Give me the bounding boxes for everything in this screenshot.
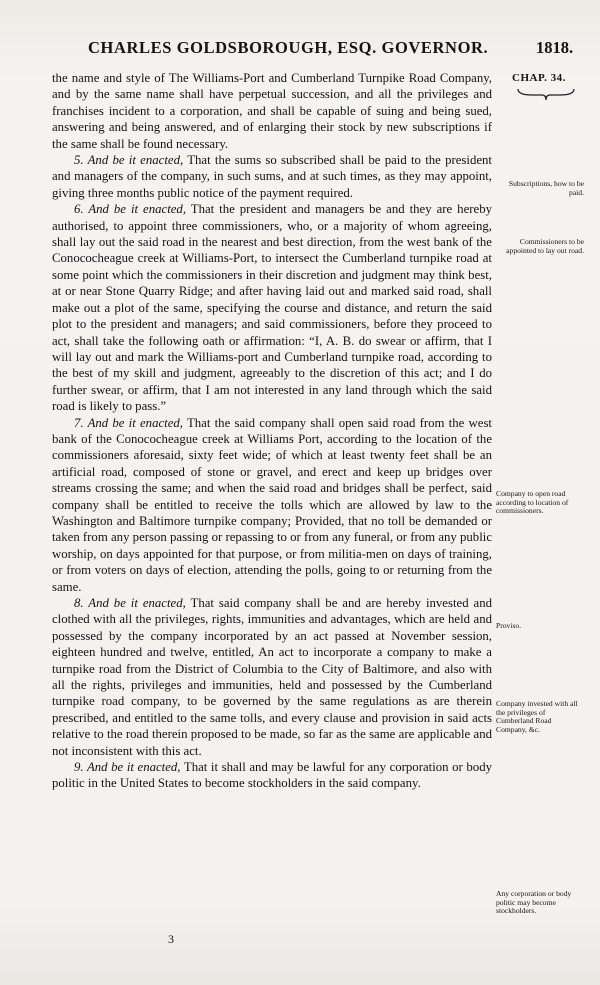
brace-ornament-icon xyxy=(516,86,576,102)
statute-text xyxy=(52,70,492,792)
chapter-marker: CHAP. 34. xyxy=(512,72,566,84)
section-lead: 8. And be it enacted, xyxy=(74,596,186,610)
section-8: 8. And be it enacted, That said company shall be and are hereby invested and clothed with all the privileges, rights, immunities and advantages, which are held and possessed by the company incorporated by an act passed at November session, eighteen hundred and twelve, entitled, An act to incorporate a company to make a turnpike road from the District of Columbia to the City of Baltimore, and also with all the rights, privileges and immunities, held and possessed by the Cumberland turnpike road company, to be governed by the same regulations as are therein prescribed, and entitled to the same tolls, and every clause and provision in said acts relative to the road therein proposed to be made, so far as the same are applicable and not inconsistent with this act. xyxy=(52,596,492,758)
page-year: 1818. xyxy=(536,38,574,57)
running-title: CHARLES GOLDSBOROUGH, ESQ. GOVERNOR. xyxy=(88,38,489,57)
section-7: 7. And be it enacted, That the said company shall open said road from the west bank of the Conococheague creek at Williams Port, according to the location of the commissioners aforesaid, sixty feet wide; of which at least twenty feet shall be an artificial road, composed of stone or gravel, and erect and keep up bridges over streams crossing the same; and when the said road and bridges shall be perfect, said company shall be entitled to receive the tolls which are allowed by law to the Washington and Baltimore turnpike company; Provided, that no toll be demanded or taken from any person passing or repassing to or from any funeral, or from any public worship, on days appointed for that purpose, or from militia-men on days of training, or from voters on days of election, attending the polls, going to or returning from the same. xyxy=(52,415,492,594)
section-lead: 6. And be it enacted, xyxy=(74,202,187,217)
margin-note-proviso: Proviso. xyxy=(496,621,522,630)
section-5: 5. And be it enacted, That the sums so subscribed shall be paid to the president and managers of the company, in such sums, and at such times, as they may appoint, giving three months public notice of the payment required. xyxy=(52,153,492,200)
page-header xyxy=(0,38,600,66)
margin-note-corporation: Any corporation or body politic may become stockholders. xyxy=(496,889,572,916)
margin-note-subscriptions: Subscriptions, how to be paid. xyxy=(508,179,584,197)
section-6: 6. And be it enacted, That the president and managers be and they are hereby authorised, to appoint three commissioners, who, or a majority of whom agreeing, shall lay out the said road in the nearest and best direction, from the west bank of the Conococheague creek at Williams-Port, to intersect the Cumberland turnpike road at some point which the commissioners in their discretion and judgment may think best, at or near Stone Quarry Ridge; and after having laid out and marked said road, shall make out a plot of the same, specifying the course and distance, and return the said plot to the president and managers; and said commissioners, before they proceed to act, shall take the following oath or affirmation: “I, A. B. do swear or affirm, that I will lay out and mark the Williams-port and Cumberland turnpike road, according to the best of my skill and judgment, agreeably to the discretion of this act; and I do further swear, or affirm, that I am not interested in any land through which the said road is likely to pass.” xyxy=(52,202,492,414)
section-lead: 5. And be it enacted, xyxy=(74,153,184,168)
margin-note-open-road: Company to open road according to location of commissioners. xyxy=(496,489,569,516)
margin-note-privileges: Company invested with all the privileges of Cumberland Road Company, &c. xyxy=(496,699,578,734)
paragraph-continuation: the name and style of The Williams-Port and Cumberland Turnpike Road Company, and by the same name shall have perpetual succession, and all the privileges and franchises incident to a corporation, and shall be capable of suing and being sued, answering and being answered, and of enlarging their stock by new subscriptions if the same shall be found necessary. xyxy=(52,71,492,151)
signature-mark: 3 xyxy=(168,932,174,946)
margin-note-commissioners: Commissioners to be appointed to lay out road. xyxy=(506,237,584,255)
section-lead: 9. And be it enacted, xyxy=(74,760,181,775)
section-9: 9. And be it enacted, That it shall and may be lawful for any corporation or body politic in the United States to become stockholders in the said company. xyxy=(52,760,492,791)
section-lead: 7. And be it enacted, xyxy=(74,415,183,430)
